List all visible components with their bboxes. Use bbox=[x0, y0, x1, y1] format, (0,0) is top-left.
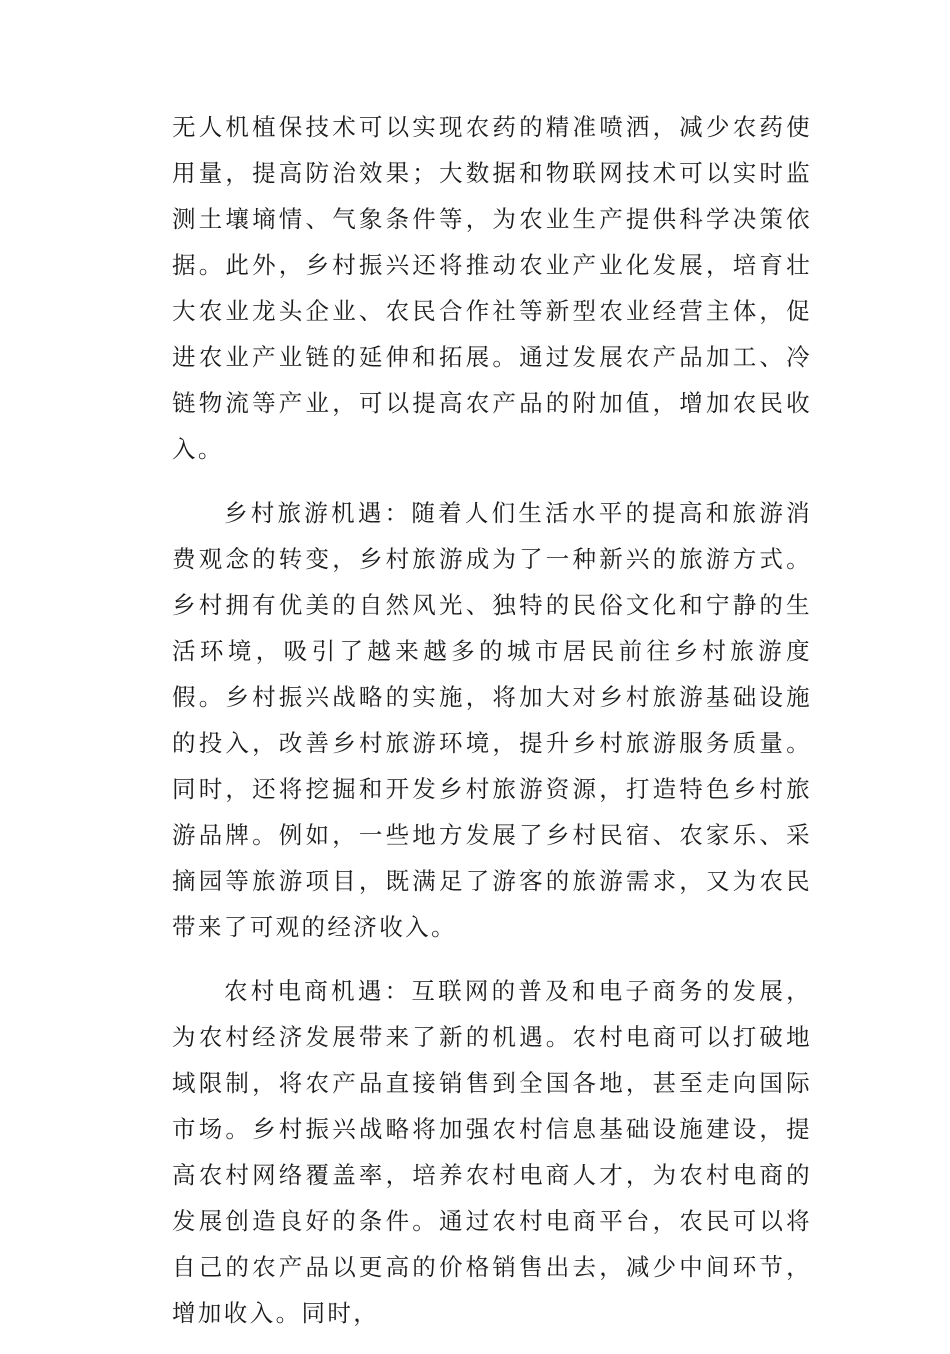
paragraph-rural-ecommerce: 农村电商机遇：互联网的普及和电子商务的发展，为农村经济发展带来了新的机遇。农村电商可以打破地域限制，将农产品直接销售到全国各地，甚至走向国际市场。乡村振兴战略将加强农村信息基础设施建设，提高农村网络覆盖率，培养农村电商人才，为农村电商的发展创造良好的条件。通过农村电商平台，农民可以将自己的农产品以更高的价格销售出去，减少中间环节，增加收入。同时， bbox=[172, 977, 812, 1327]
paragraph-rural-tourism: 乡村旅游机遇：随着人们生活水平的提高和旅游消费观念的转变，乡村旅游成为了一种新兴的旅游方式。乡村拥有优美的自然风光、独特的民俗文化和宁静的生活环境，吸引了越来越多的城市居民前往乡村旅游度假。乡村振兴战略的实施，将加大对乡村旅游基础设施的投入，改善乡村旅游环境，提升乡村旅游服务质量。同时，还将挖掘和开发乡村旅游资源，打造特色乡村旅游品牌。例如，一些地方发展了乡村民宿、农家乐、采摘园等旅游项目，既满足了游客的旅游需求，又为农民带来了可观的经济收入。 bbox=[172, 499, 812, 941]
paragraph-continuation: 无人机植保技术可以实现农药的精准喷洒，减少农药使用量，提高防治效果；大数据和物联网技术可以实时监测土壤墒情、气象条件等，为农业生产提供科学决策依据。此外，乡村振兴还将推动农业产业化发展，培育壮大农业龙头企业、农民合作社等新型农业经营主体，促进农业产业链的延伸和拓展。通过发展农产品加工、冷链物流等产业，可以提高农产品的附加值，增加农民收入。 bbox=[172, 113, 812, 463]
document-body bbox=[172, 104, 812, 1354]
